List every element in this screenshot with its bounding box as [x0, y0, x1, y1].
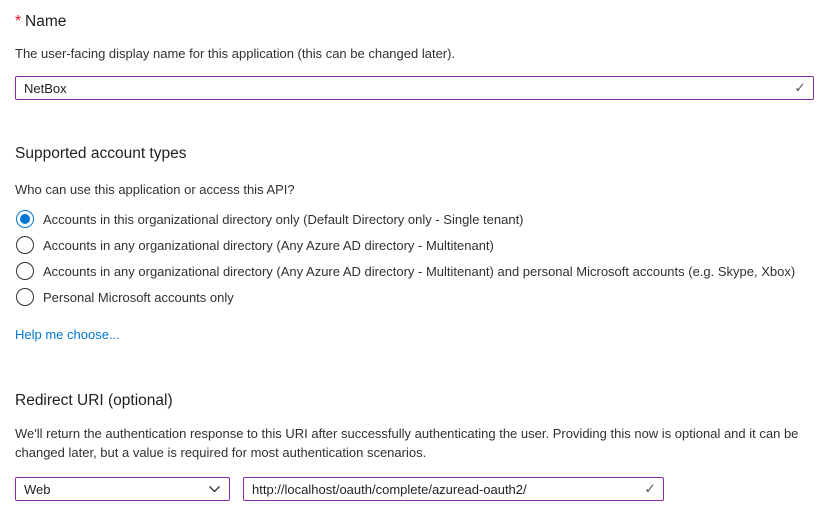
- radio-option-multitenant[interactable]: [15, 232, 814, 258]
- platform-select-value: Web: [24, 481, 51, 497]
- redirect-uri-controls: [15, 477, 814, 501]
- radio-option-single-tenant[interactable]: [15, 206, 814, 232]
- radio-option-multitenant-personal[interactable]: [15, 258, 814, 284]
- help-me-choose-link[interactable]: Help me choose...: [15, 327, 120, 342]
- valid-check-icon: ✓: [794, 79, 806, 96]
- radio-button-icon[interactable]: [16, 210, 34, 228]
- valid-check-icon: ✓: [644, 480, 656, 497]
- radio-button-icon[interactable]: [16, 262, 34, 280]
- name-section: [15, 12, 814, 100]
- redirect-uri-input[interactable]: [243, 477, 664, 501]
- radio-button-icon[interactable]: [16, 288, 34, 306]
- name-input-wrap: [15, 76, 814, 100]
- chevron-down-icon: [208, 483, 221, 496]
- radio-option-label: Personal Microsoft accounts only: [43, 289, 234, 305]
- required-asterisk: *: [15, 13, 22, 30]
- name-input[interactable]: [15, 76, 814, 100]
- radio-option-label: Accounts in this organizational directory only (Default Directory only - Single tenant): [43, 211, 524, 227]
- account-types-radio-group: [15, 206, 814, 310]
- platform-select-dropdown[interactable]: [15, 477, 230, 501]
- redirect-uri-input-wrap: [243, 477, 664, 501]
- redirect-uri-description: We'll return the authentication response to this URI after successfully authenticating the user. Providing this now is optional and it can be changed later, but a value is required for most authentication scenarios.: [15, 426, 799, 460]
- name-label: Name: [25, 13, 67, 30]
- account-types-question: Who can use this application or access this API?: [15, 182, 295, 197]
- radio-option-label: Accounts in any organizational directory (Any Azure AD directory - Multitenant): [43, 237, 494, 253]
- redirect-uri-title: Redirect URI (optional): [15, 392, 173, 409]
- radio-button-icon[interactable]: [16, 236, 34, 254]
- redirect-uri-section: [15, 391, 814, 501]
- radio-option-label: Accounts in any organizational directory (Any Azure AD directory - Multitenant) and personal Microsoft accounts (e.g. Skype, Xbox): [43, 263, 796, 279]
- account-types-section: [15, 144, 814, 344]
- account-types-title: Supported account types: [15, 145, 187, 162]
- name-section-title: [15, 12, 814, 32]
- radio-option-personal-only[interactable]: [15, 284, 814, 310]
- name-description: The user-facing display name for this application (this can be changed later).: [15, 46, 456, 61]
